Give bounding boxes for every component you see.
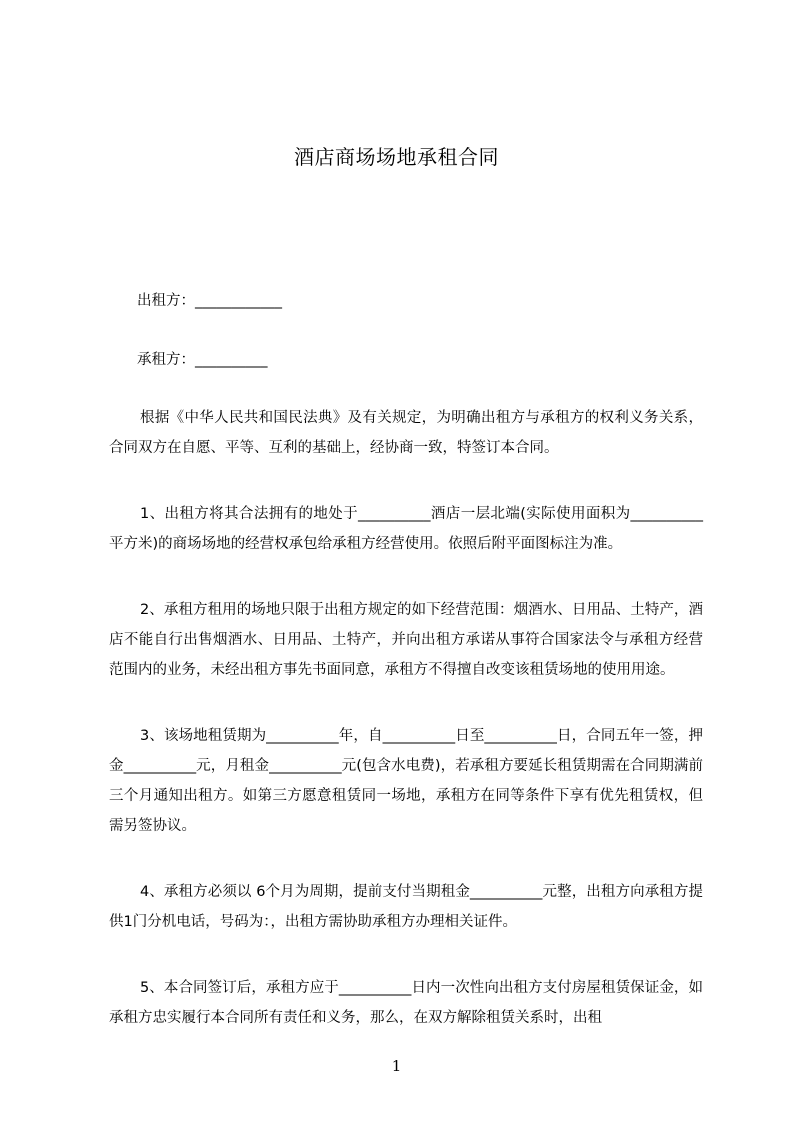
- lessee-line: 承租方：__________: [137, 352, 268, 368]
- document-body: [109, 288, 703, 1069]
- document-title: 酒店商场场地承租合同: [294, 145, 499, 169]
- lessor-line: 出租方：____________: [137, 293, 282, 309]
- preamble-paragraph: 根据《中华人民共和国民法典》及有关规定，为明确出租方与承租方的权利义务关系，合同双方在自愿、平等、互利的基础上，经协商一致，特签订本合同。: [109, 410, 703, 456]
- clause-2-paragraph: 2、承租方租用的场地只限于出租方规定的如下经营范围：烟酒水、日用品、土特产，酒店不能自行出售烟酒水、日用品、土特产，并向出租方承诺从事符合国家法令与承租方经营范围内的业务，未经出租方事先书面同意，承租方不得擅自改变该租赁场地的使用用途。: [109, 602, 703, 678]
- page-number: 1: [391, 1057, 402, 1075]
- clause-3-paragraph: 3、该场地租赁期为__________年，自__________日至__________日，合同五年一签，押金__________元，月租金__________元(包含水电费)，若承租方要延长租赁期需在合同期满前三个月通知出租方。如第三方愿意租赁同一场地，承租方在同等条件下享有优先租赁权，但需另签协议。: [109, 728, 703, 834]
- clause-1-paragraph: 1、出租方将其合法拥有的地处于__________酒店一层北端(实际使用面积为__________平方米)的商场场地的经营权承包给承租方经营使用。依照后附平面图标注为准。: [109, 506, 703, 552]
- clause-5-paragraph: 5、本合同签订后，承租方应于__________日内一次性向出租方支付房屋租赁保证金，如承租方忠实履行本合同所有责任和义务，那么，在双方解除租赁关系时，出租: [109, 980, 703, 1026]
- clause-4-paragraph: 4、承租方必须以 6个月为周期，提前支付当期租金__________元整，出租方向承租方提供1门分机电话，号码为：，出租方需协助承租方办理相关证件。: [109, 884, 703, 930]
